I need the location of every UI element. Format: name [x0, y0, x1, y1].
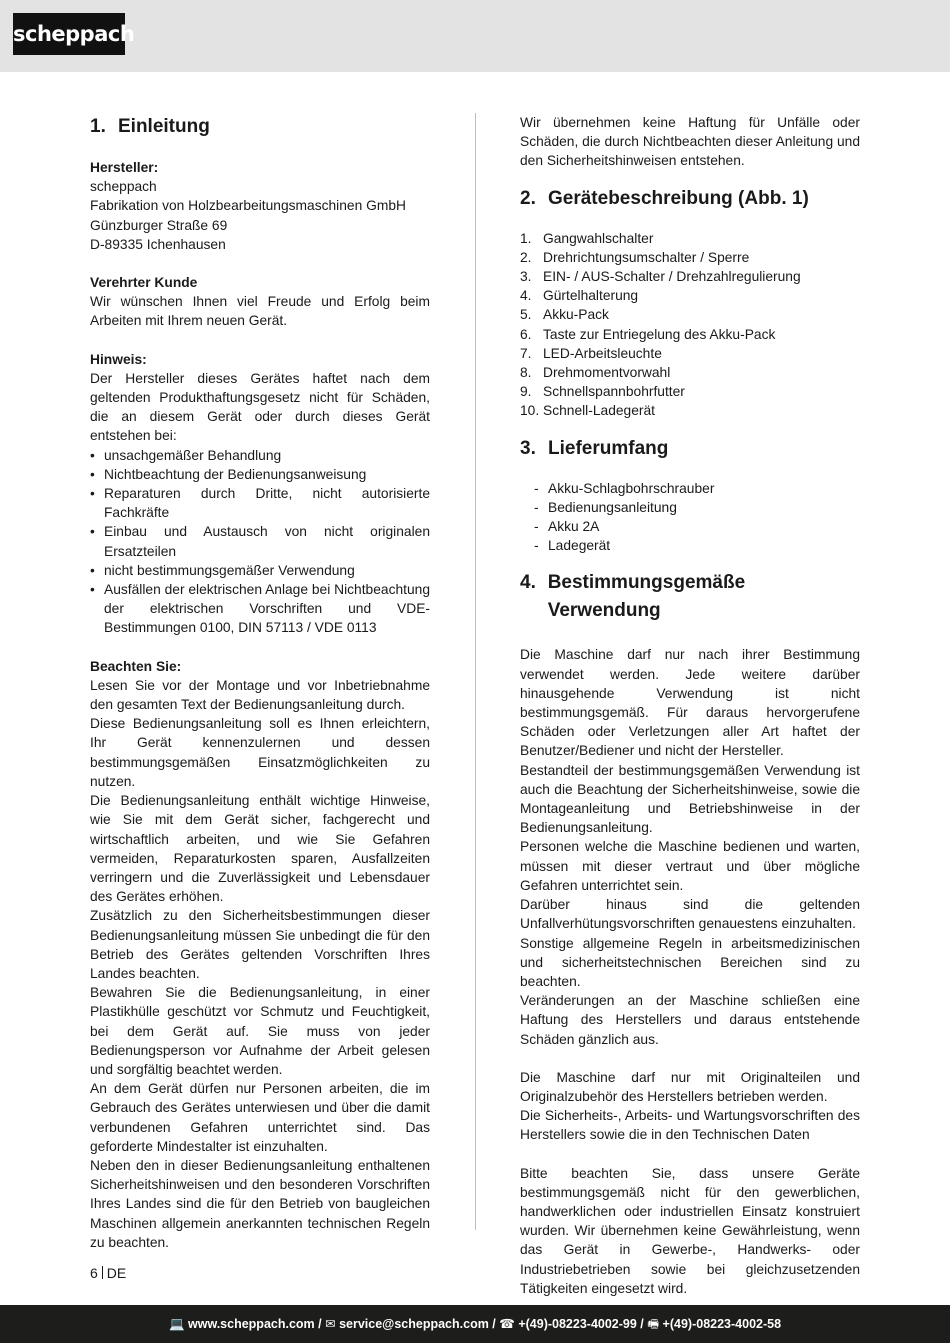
use-paragraph: Sonstige allgemeine Regeln in arbeitsmedizinischen und sicherheitstechnischen Bereichen sind zu beachten.	[520, 935, 860, 989]
observe-paragraph: Die Bedienungsanleitung enthält wichtige Hinweise, wie Sie mit dem Gerät sicher, fachgerecht und wirtschaftlich arbeiten, und wie Sie Gefahren vermeiden, Reparaturkosten sparen, Ausfallzeiten verringern und die Zuverlässigkeit und Lebensdauer des Gerätes erhöhen.	[90, 793, 430, 905]
left-column	[90, 113, 430, 1252]
footer-phone: +(49)-08223-4002-99 /	[518, 1317, 644, 1331]
header-band	[0, 0, 950, 72]
observe-paragraph: Lesen Sie vor der Montage und vor Inbetriebnahme den gesamten Text der Bedienungsanleitung durch.	[90, 677, 430, 713]
list-item: - Akku-Schlagbohrschrauber	[534, 479, 860, 498]
section-heading-lieferumfang: 3. Lieferumfang	[520, 437, 669, 459]
list-item: 2. Drehrichtungsumschalter / Sperre	[520, 249, 750, 265]
use-paragraph: Personen welche die Maschine bedienen und warten, müssen mit dieser vertraut und über mögliche Gefahren unterrichtet sein.	[520, 839, 860, 893]
section-heading-einleitung: 1. Einleitung	[90, 116, 210, 137]
right-column	[520, 113, 860, 1298]
observe-paragraph: Bewahren Sie die Bedienungsanleitung, in einer Plastikhülle geschützt vor Schmutz und Feuchtigkeit, bei dem Gerät auf. Sie muss von jeder Bedienungsperson vor Aufnahme der Arbeit gelesen und sorgfältig beachtet werden.	[90, 985, 430, 1077]
manufacturer-line: D-89335 Ichenhausen	[90, 236, 226, 252]
manufacturer-label: Hersteller:	[90, 160, 159, 175]
list-item: • Reparaturen durch Dritte, nicht autorisierte Fachkräfte	[90, 484, 430, 522]
observe-label: Beachten Sie:	[90, 658, 182, 674]
list-item: • Einbau und Austausch von nicht originalen Ersatzteilen	[90, 522, 430, 560]
original-parts-paragraph: Die Maschine darf nur mit Originalteilen und Originalzubehör des Herstellers betrieben werden.	[520, 1069, 860, 1104]
list-item: • Ausfällen der elektrischen Anlage bei Nichtbeachtung der elektrischen Vorschriften und VDE-Bestimmungen 0100, DIN 57113 / VDE 0113	[90, 580, 430, 638]
mail-icon: ✉	[325, 1317, 336, 1331]
list-item: - Ladegerät	[534, 536, 860, 555]
manufacturer-line: Fabrikation von Holzbearbeitungsmaschinen GmbH	[90, 198, 406, 214]
list-item: - Bedienungsanleitung	[534, 498, 860, 517]
page-number: 6 DE	[90, 1265, 127, 1281]
manufacturer-line: scheppach	[90, 179, 157, 195]
scheppach-logo: scheppach	[13, 13, 125, 55]
section-heading-verwendung: 4. Bestimmungsgemäße Verwendung	[520, 572, 746, 622]
note-label: Hinweis:	[90, 351, 147, 367]
observe-paragraph: Diese Bedienungsanleitung soll es Ihnen erleichtern, Ihr Gerät kennenzulernen und dessen bestimmungsgemäßen Einsatzmöglichkeiten zu nutzen.	[90, 716, 430, 789]
note-list	[90, 446, 430, 638]
liability-text: Wir übernehmen keine Haftung für Unfälle oder Schäden, die durch Nichtbeachten dieser Anleitung und den Sicherheitshinweisen entstehen.	[520, 115, 860, 169]
list-item: • nicht bestimmungsgemäßer Verwendung	[90, 561, 430, 580]
manufacturer-line: Günzburger Straße 69	[90, 217, 228, 233]
column-divider	[475, 113, 476, 1230]
delivery-list	[520, 479, 860, 556]
list-item: 10. Schnell-Ladegerät	[520, 403, 655, 419]
list-item: 1. Gangwahlschalter	[520, 230, 654, 246]
observe-paragraph: Zusätzlich zu den Sicherheitsbestimmungen dieser Bedienungsanleitung müssen Sie unbedingt die für den Betrieb des Gerätes geltenden Vorschriften Ihres Landes beachten.	[90, 908, 430, 981]
footer-fax: +(49)-08223-4002-58	[662, 1317, 782, 1331]
fax-icon: 🖷	[647, 1317, 660, 1331]
use-paragraph: Bestandteil der bestimmungsgemäßen Verwendung ist auch die Beachtung der Sicherheitshinweise, sowie die Montageanleitung und Betriebshinweise in der Bedienungsanleitung.	[520, 762, 860, 836]
list-item: 7. LED-Arbeitsleuchte	[520, 345, 662, 361]
customer-text: Wir wünschen Ihnen viel Freude und Erfolg beim Arbeiten mit Ihrem neuen Gerät.	[90, 294, 430, 329]
footer-contact-bar	[0, 1305, 950, 1343]
list-item: - Akku 2A	[534, 517, 860, 536]
list-item: 6. Taste zur Entriegelung des Akku-Pack	[520, 326, 776, 342]
original-parts-paragraph: Die Sicherheits-, Arbeits- und Wartungsvorschriften des Herstellers sowie die in den Technischen Daten	[520, 1108, 860, 1143]
list-item: 3. EIN- / AUS-Schalter / Drehzahlregulierung	[520, 269, 801, 285]
phone-icon: ☎	[499, 1317, 515, 1331]
list-item: • Nichtbeachtung der Bedienungsanweisung	[90, 465, 430, 484]
computer-icon: 💻	[168, 1317, 185, 1331]
page-separator	[102, 1266, 103, 1279]
section-heading-geraetebeschreibung: 2. Gerätebeschreibung (Abb. 1)	[520, 187, 809, 209]
note-text: Der Hersteller dieses Gerätes haftet nach dem geltenden Produkthaftungsgesetz nicht für Schäden, die an diesem Gerät oder durch dieses Gerät entstehen bei:	[90, 370, 430, 444]
list-item: 4. Gürtelhalterung	[520, 288, 639, 304]
list-item: 5. Akku-Pack	[520, 307, 609, 323]
use-paragraph: Die Maschine darf nur nach ihrer Bestimmung verwendet werden. Jede weitere darüber hinausgehende Verwendung ist nicht bestimmungsgemäß. Für daraus hervorgerufene Schäden oder Verletzungen aller Art haftet der Benutzer/Bediener und nicht der Hersteller.	[520, 647, 860, 759]
use-paragraph: Darüber hinaus sind die geltenden Unfallverhütungsvorschriften genauestens einzuhalten.	[520, 897, 860, 932]
list-item: 8. Drehmomentvorwahl	[520, 365, 671, 381]
observe-paragraph: Neben den in dieser Bedienungsanleitung enthaltenen Sicherheitshinweisen und den besonderen Vorschriften Ihres Landes sind die für den Betrieb von baugleichen Maschinen allgemein anerkannten technischen Regeln zu beachten.	[90, 1157, 430, 1250]
list-item: • unsachgemäßer Behandlung	[90, 446, 430, 465]
footer-website[interactable]: www.scheppach.com /	[188, 1317, 322, 1331]
parts-list	[520, 229, 860, 421]
commercial-use-paragraph: Bitte beachten Sie, dass unsere Geräte bestimmungsgemäß nicht für den gewerblichen, handwerklichen oder industriellen Einsatz konstruiert wurden. Wir übernehmen keine Gewährleistung, wenn das Gerät in Gewerbe-, Handwerks- oder Industriebetrieben sowie bei gleichzusetzenden Tätigkeiten eingesetzt wird.	[520, 1165, 860, 1296]
use-paragraph: Veränderungen an der Maschine schließen eine Haftung des Herstellers und daraus entstehende Schäden gänzlich aus.	[520, 993, 860, 1047]
list-item: 9. Schnellspannbohrfutter	[520, 384, 685, 400]
customer-label: Verehrter Kunde	[90, 275, 198, 291]
observe-paragraph: An dem Gerät dürfen nur Personen arbeiten, die im Gebrauch des Gerätes unterwiesen und über die damit verbundenen Gefahren unterrichtet sind. Das geforderte Mindestalter ist einzuhalten.	[90, 1081, 430, 1154]
footer-email[interactable]: service@scheppach.com /	[339, 1317, 496, 1331]
